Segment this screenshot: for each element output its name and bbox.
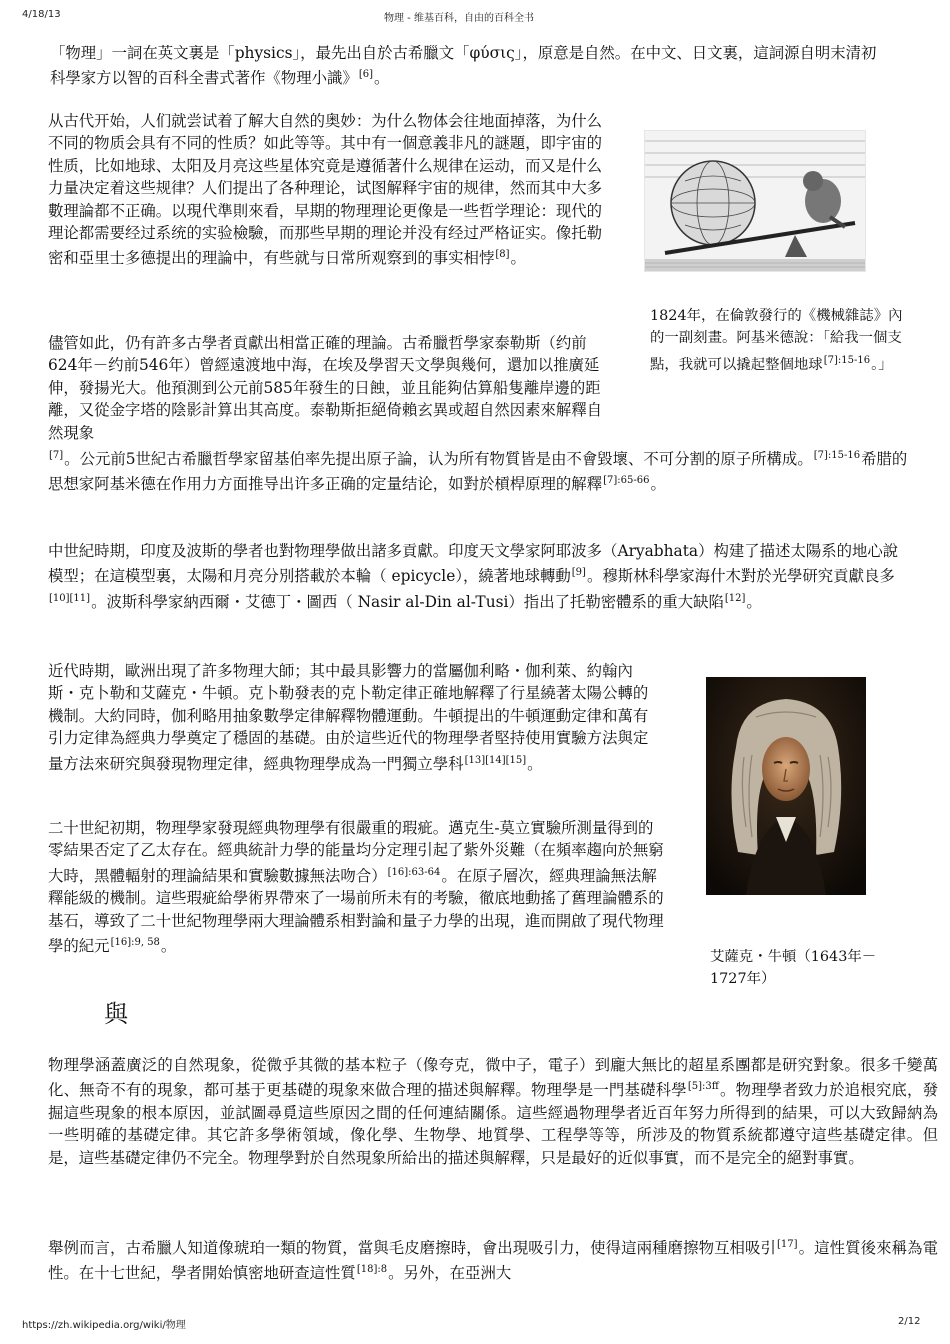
- citation-ref[interactable]: [7]:15-16: [823, 354, 871, 366]
- scope-p2-text-b: 。這性質後來稱為電性。在十七世紀，學者開始慎密地研查這性質: [48, 1239, 938, 1283]
- intro-text: 「物理」一詞在英文裏是「physics」，最先出自於古希臘文「φύσις」，原意是自然。在中文、日文裏，這詞源自明末清初科學家方以智的百科全書式著作《物理小識》: [50, 44, 877, 88]
- scope-p2-text-c: 。另外，在亞洲大: [388, 1264, 512, 1283]
- print-page-number: 2/12: [898, 1316, 921, 1327]
- print-page-title: 物理 - 维基百科，自由的百科全书: [384, 13, 534, 24]
- modern-p1-text: 近代時期，歐洲出現了許多物理大師；其中最具影響力的當屬伽利略・伽利萊、約翰內斯・克卜勒和艾薩克・牛頓。克卜勒發表的克卜勒定律正確地解釋了行星繞著太陽公轉的機制。大約同時，伽利略用抽象數學定律解釋物體運動。牛頓提出的牛頓運動定律和萬有引力定律為經典力學奠定了穩固的基礎。由於這些近代的物理學者堅持使用實驗方法與定量方法來研究與發現物理定律，經典物理學成為一門獨立學科: [48, 662, 649, 773]
- medieval-text-a: 中世紀時期，印度及波斯的學者也對物理學做出諸多貢獻。印度天文學家阿耶波多（Aryabhata）构建了描述太陽系的地心說模型；在這模型裏，太陽和月亮分別搭載於本輪（ epicycle），繞著地球轉動: [48, 542, 899, 586]
- citation-ref[interactable]: [16]:9, 58: [110, 937, 160, 949]
- citation-ref[interactable]: [17]: [777, 1239, 798, 1250]
- ancient-p2-text-b: 。公元前5世紀古希臘哲學家留基伯率先提出原子論，认为所有物質皆是由不會毀壞、不可分割的原子所構成。: [64, 450, 813, 468]
- citation-ref[interactable]: [10][11]: [49, 592, 91, 604]
- section-heading: 與: [104, 1000, 128, 1028]
- scope-p1-text-b: 。物理學者致力於追根究底，發掘這些現象的根本原因，並試圖尋覓這些原因之間的任何連結關係。這些經過物理學者近百年努力所得到的結果，可以大致歸納為一些明確的基礎定律。其它許多學術領域，像化學、生物學、地質學、工程學等等，所涉及的物質系統都遵守這些基礎定律。但是，這些基礎定律仍不完全。物理學對於自然現象所給出的描述與解釋，只是最好的近似事實，而不是完全的絕對事實。: [48, 1081, 938, 1167]
- medieval-text-c: 。波斯科學家納西爾・艾德丁・圖西（ Nasir al-Din al-Tusi）指出了托勒密體系的重大缺陷: [91, 592, 724, 611]
- ancient-p2-text-c: 希腊的思想家阿基米德在作用力方面推导出许多正确的定量结论，如對於槓桿原理的解釋: [48, 450, 908, 494]
- citation-ref[interactable]: [8]: [495, 249, 510, 261]
- newton-portrait-caption: 艾薩克・牛頓（1643年－1727年）: [710, 949, 877, 988]
- ancient-p1-tail: 。: [510, 249, 526, 268]
- newton-portrait-figure[interactable]: [706, 677, 866, 895]
- ancient-p1-text: 从古代开始，人们就尝试着了解大自然的奥妙：为什么物体会往地面掉落，为什么不同的物质会具有不同的性质？如此等等。其中有一個意義非凡的謎題，即宇宙的性质，比如地球、太阳及月亮这些星体究竟是遵循著什么规律在运动，而又是什么力量决定着这些规律？人们提出了各种理论，试图解释宇宙的规律，然而其中大多數理論都不正确。以現代準則來看，早期的物理理论更像是一些哲学理论：现代的理论都需要经过系统的实验檢驗，而那些早期的理论并没有经过严格证实。像托勒密和亞里士多德提出的理論中，有些就与日常所观察到的事实相悖: [48, 112, 603, 268]
- scope-p1-text-a: 物理學涵蓋廣泛的自然現象，從微乎其微的基本粒子（像夸克，微中子，電子）到龐大無比的超星系團都是研究對象。很多千變萬化、無奇不有的現象，都可基于更基礎的現象來做合理的描述與解釋。物理學是一門基礎科學: [48, 1056, 938, 1100]
- citation-ref[interactable]: [7]: [49, 450, 64, 461]
- figure-caption-text: 1824年，在倫敦發行的《機械雜誌》內的一副刻畫。阿基米德說：「給我一個支點，我就可以撬起整個地球: [650, 308, 903, 373]
- ancient-paragraph-2-continued: [48, 445, 908, 496]
- citation-ref[interactable]: [9]: [571, 567, 586, 579]
- print-date: 4/18/13: [22, 9, 61, 20]
- archimedes-engraving-figure[interactable]: [644, 130, 866, 272]
- medieval-text-b: 。穆斯林科學家海什木對於光學研究貢獻良多: [586, 567, 895, 586]
- citation-ref[interactable]: [7]:15-16: [813, 450, 861, 461]
- ancient-paragraph-1: [48, 110, 604, 270]
- modern-p1-tail: 。: [527, 754, 543, 773]
- citation-ref[interactable]: [5]:3ff: [687, 1081, 719, 1093]
- citation-ref[interactable]: [6]: [358, 69, 373, 81]
- ancient-p2-text: 儘管如此，仍有許多古學者貢獻出相當正確的理論。古希臘哲學家泰勒斯（约前624年－约前546年）曾經遠渡地中海，在埃及學習天文學與幾何，還加以推廣延伸，發揚光大。他預測到公元前585年發生的日蝕，並且能夠估算船隻離岸邊的距離，又從金字塔的陰影計算出其高度。泰勒斯拒絕倚賴玄異或超自然因素來解釋自然現象: [48, 334, 603, 442]
- medieval-paragraph: [48, 540, 903, 613]
- scope-paragraph-1: [48, 1054, 938, 1169]
- intro-paragraph: [50, 42, 890, 90]
- ancient-paragraph-2: [48, 332, 604, 444]
- modern-paragraph-2: [48, 817, 666, 957]
- modern-p2-text-a: 二十世紀初期，物理學家發現經典物理學有很嚴重的瑕疵。邁克生-莫立實驗所測量得到的零結果否定了乙太存在。經典統計力學的能量均分定理引起了紫外災難（在頻率趨向於無窮大時，黑體輻射的理論結果和實驗數據無法吻合）: [48, 819, 664, 885]
- archimedes-figure-caption: [650, 305, 905, 376]
- citation-ref[interactable]: [7]:65-66: [603, 475, 650, 487]
- modern-paragraph-1: [48, 660, 654, 775]
- scope-paragraph-2: [48, 1234, 938, 1285]
- citation-ref[interactable]: [12]: [724, 592, 746, 604]
- newton-portrait-image: [706, 677, 866, 895]
- citation-ref[interactable]: [18]:8: [356, 1264, 388, 1276]
- citation-ref[interactable]: [13][14][15]: [464, 754, 527, 766]
- modern-p2-text-b: 。在原子層次，經典理論無法解釋能級的機制。這些瑕疵給學術界帶來了一場前所未有的考驗，徹底地動搖了舊理論體系的基石，導致了二十世紀物理學兩大理論體系相對論和量子力學的出現，進而開啟了現代物理學的紀元: [48, 866, 664, 956]
- scope-p2-text-a: 舉例而言，古希臘人知道像琥珀一類的物質，當與毛皮磨擦時，會出現吸引力，使得這兩種磨擦物互相吸引: [48, 1239, 777, 1257]
- print-footer-url[interactable]: https://zh.wikipedia.org/wiki/物理: [22, 1320, 186, 1331]
- citation-ref[interactable]: [16]:63-64: [387, 866, 441, 878]
- modern-p2-tail: 。: [160, 937, 177, 956]
- medieval-tail: 。: [746, 592, 762, 611]
- figure-caption-tail: 。」: [871, 356, 893, 373]
- ancient-p2-tail: 。: [650, 475, 666, 494]
- intro-tail: 。: [374, 69, 390, 88]
- archimedes-lever-illustration: [645, 131, 865, 271]
